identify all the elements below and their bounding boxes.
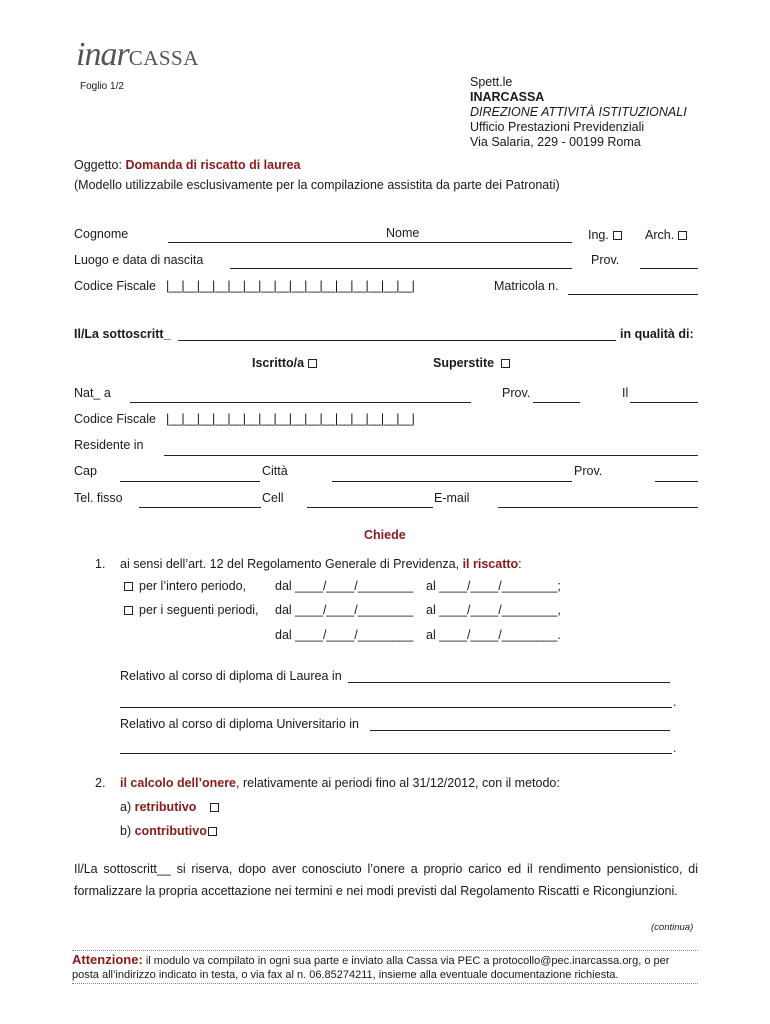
dal-field-1[interactable]: dal ____/____/________ — [275, 579, 414, 593]
sottoscritto-label: Il/La sottoscritt_ — [74, 327, 171, 341]
subject-label: Oggetto: — [74, 158, 122, 172]
item2-text-line — [120, 776, 560, 790]
opt-contributivo-prefix: b) — [120, 824, 132, 838]
nato-prov-label: Prov. — [502, 386, 531, 400]
residente-label: Residente in — [74, 438, 144, 452]
opt-retributivo-label: retributivo — [134, 800, 197, 814]
item2-number: 2. — [95, 776, 106, 790]
cf-label: Codice Fiscale — [74, 279, 156, 293]
chiede-heading: Chiede — [364, 528, 406, 542]
arch-label: Arch. — [645, 228, 675, 242]
prov2-label: Prov. — [574, 464, 603, 478]
item1-text-line — [120, 557, 522, 571]
opt-intero-checkbox[interactable] — [124, 582, 133, 591]
email-field[interactable] — [498, 507, 698, 508]
nato-prov-field[interactable] — [533, 402, 580, 403]
luogo-label: Luogo e data di nascita — [74, 253, 204, 267]
opt-retributivo — [120, 800, 219, 814]
recipient-line-4: Ufficio Prestazioni Previdenziali — [470, 120, 645, 134]
attention-text: il modulo va compilato in ogni sua parte e inviato alla Cassa via PEC a protocollo@pec.inarcassa.org, o per posta all’indirizzo indicato in testa, o via fax al n. 06.85274211, insieme alla eventuale documentazione richiesta. — [72, 955, 670, 981]
citta-label: Città — [262, 464, 288, 478]
laurea-field[interactable] — [348, 682, 670, 683]
superstite-option — [433, 356, 510, 370]
opt-contributivo-label: contributivo — [134, 824, 207, 838]
universitario-label: Relativo al corso di diploma Universitario in — [120, 717, 359, 731]
nato-field[interactable] — [130, 402, 471, 403]
laurea-dot: . — [673, 695, 677, 709]
cf-boxes[interactable]: |__|__|__|__|__|__|__|__|__|__|__|__|__|__|__|__| — [166, 279, 415, 293]
ing-checkbox[interactable] — [613, 231, 622, 240]
universitario-field-2[interactable] — [120, 753, 672, 754]
cap-field[interactable] — [120, 481, 260, 482]
attention-note — [72, 950, 698, 984]
opt-intero-label: per l’intero periodo, — [139, 579, 247, 593]
cap-label: Cap — [74, 464, 97, 478]
opt-contributivo — [120, 824, 217, 838]
il-field[interactable] — [630, 402, 698, 403]
continua-label: (continua) — [651, 922, 694, 933]
sottoscritto-field[interactable] — [178, 340, 616, 341]
matricola-field[interactable] — [568, 294, 698, 295]
opt-intero — [124, 579, 246, 593]
nato-label: Nat_ a — [74, 386, 111, 400]
attention-label: Attenzione: — [72, 952, 143, 967]
subject — [74, 158, 300, 172]
laurea-label: Relativo al corso di diploma di Laurea in — [120, 669, 342, 683]
tel-label: Tel. fisso — [74, 491, 123, 505]
tel-field[interactable] — [139, 507, 261, 508]
retributivo-checkbox[interactable] — [210, 803, 219, 812]
opt-seguenti-checkbox[interactable] — [124, 606, 133, 615]
dal-field-2[interactable]: dal ____/____/________ — [275, 603, 414, 617]
recipient-address — [470, 75, 687, 150]
superstite-checkbox[interactable] — [501, 359, 510, 368]
al-field-1[interactable]: al ____/____/________; — [426, 579, 561, 593]
cell-field[interactable] — [307, 507, 433, 508]
item1-colon: : — [518, 557, 522, 571]
item1-text: ai sensi dell’art. 12 del Regolamento Generale di Previdenza, — [120, 557, 460, 571]
recipient-line-1: Spett.le — [470, 75, 513, 89]
residente-field[interactable] — [164, 455, 698, 456]
reservation-paragraph: Il/La sottoscritt__ si riserva, dopo aver conosciuto l’onere a proprio carico ed il rendimento pensionistico, di formalizzare la propria accettazione nei termini e nei modi previsti dal Regolamento Riscatti e Ricongiunzioni. — [74, 862, 698, 898]
item2-text: , relativamente ai periodi fino al 31/12/2012, con il metodo: — [236, 776, 560, 790]
citta-field[interactable] — [332, 481, 572, 482]
ing-label: Ing. — [588, 228, 609, 242]
recipient-line-3: DIREZIONE ATTIVITÀ ISTITUZIONALI — [470, 105, 687, 119]
al-field-3[interactable]: al ____/____/________. — [426, 628, 561, 642]
opt-seguenti — [124, 603, 259, 617]
inarcassa-logo: inarCASSA — [76, 36, 199, 73]
universitario-dot: . — [673, 741, 677, 755]
arch-checkbox[interactable] — [678, 231, 687, 240]
dal-field-3[interactable]: dal ____/____/________ — [275, 628, 414, 642]
laurea-field-2[interactable] — [120, 707, 672, 708]
page-label: Foglio 1/2 — [80, 81, 124, 92]
prov-label: Prov. — [591, 253, 620, 267]
prov-field[interactable] — [640, 268, 698, 269]
contributivo-checkbox[interactable] — [208, 827, 217, 836]
luogo-field[interactable] — [230, 268, 572, 269]
cognome-field[interactable] — [168, 242, 572, 243]
iscritto-option — [252, 356, 317, 370]
universitario-field[interactable] — [370, 730, 670, 731]
il-label: Il — [622, 386, 629, 400]
signer-cf-label: Codice Fiscale — [74, 412, 156, 426]
iscritto-checkbox[interactable] — [308, 359, 317, 368]
subject-title: Domanda di riscatto di laurea — [125, 158, 301, 172]
item1-highlight: il riscatto — [462, 557, 519, 571]
nome-label: Nome — [386, 226, 420, 240]
matricola-label: Matricola n. — [494, 279, 559, 293]
recipient-line-5: Via Salaria, 229 - 00199 Roma — [470, 135, 641, 149]
subject-note: (Modello utilizzabile esclusivamente per la compilazione assistita da parte dei Patronati) — [74, 178, 560, 192]
opt-seguenti-label: per i seguenti periodi, — [139, 603, 259, 617]
prov2-field[interactable] — [655, 481, 698, 482]
ing-option — [588, 228, 622, 242]
item1-number: 1. — [95, 557, 106, 571]
email-label: E-mail — [434, 491, 470, 505]
qualita-label: in qualità di: — [620, 327, 694, 341]
al-field-2[interactable]: al ____/____/________, — [426, 603, 561, 617]
signer-cf-boxes[interactable]: |__|__|__|__|__|__|__|__|__|__|__|__|__|__|__|__| — [166, 412, 415, 426]
arch-option — [645, 228, 687, 242]
iscritto-label: Iscritto/a — [252, 356, 305, 370]
opt-retributivo-prefix: a) — [120, 800, 132, 814]
item2-highlight: il calcolo dell’onere — [120, 776, 237, 790]
cell-label: Cell — [262, 491, 284, 505]
recipient-line-2: INARCASSA — [470, 90, 545, 104]
superstite-label: Superstite — [433, 356, 495, 370]
cognome-label: Cognome — [74, 227, 129, 241]
